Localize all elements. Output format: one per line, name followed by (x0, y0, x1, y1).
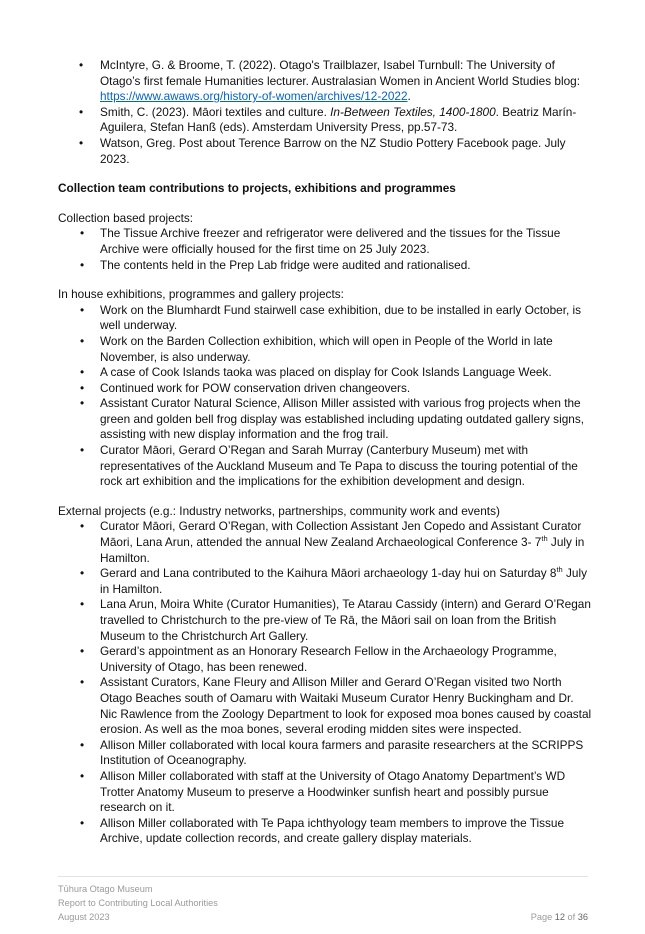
bullet-icon: • (80, 365, 85, 380)
footer-org: Tūhura Otago Museum (58, 884, 153, 894)
bullet-list (58, 226, 593, 273)
bullet-icon: • (80, 443, 85, 458)
text-run: Work on the Blumhardt Fund stairwell case exhibition, due to be installed in early October, is well underway. (100, 302, 582, 333)
list-item (58, 396, 593, 443)
text-run: Continued work for POW conservation driven changeovers. (100, 380, 411, 395)
text-run: Curator Māori, Gerard O’Regan and Sarah Murray (Canterbury Museum) met with representatives of the Auckland Museum and Te Papa to discuss the touring potential of the rock art exhibition and the implications for the exhibition development and design. (100, 443, 578, 489)
section-intro: External projects (e.g.: Industry networks, partnerships, community work and events) (58, 503, 500, 518)
list-item (58, 258, 593, 274)
text-run: Assistant Curator Natural Science, Allison Miller assisted with various frog projects when the green and golden bell frog display was established including updating outdated gallery signs, assisting with new display information and the frog trail. (100, 396, 585, 442)
bullet-icon: • (80, 226, 85, 241)
bullet-icon: • (80, 644, 85, 659)
list-item (58, 303, 593, 334)
bullet-icon: • (80, 302, 85, 317)
page-number (531, 910, 588, 924)
text-run: Watson, Greg. Post about Terence Barrow on the NZ Studio Pottery Facebook page. July 2023. (100, 135, 566, 166)
bullet-icon: • (79, 104, 84, 119)
bullet-icon: • (80, 597, 85, 612)
footer-date: August 2023 (58, 912, 110, 922)
page-prefix: Page (530, 912, 555, 922)
ordinal-suffix: th (556, 565, 563, 575)
bullet-icon: • (79, 135, 84, 150)
section-intro: Collection based projects: (58, 210, 194, 225)
list-item (58, 519, 593, 566)
text-run: . Beatriz Marín-Aguilera, Stefan Hanß (eds). Amsterdam University Press, pp.57-73. (100, 104, 577, 135)
text-run: . (407, 89, 411, 104)
list-item (58, 769, 593, 816)
bullet-icon: • (80, 566, 85, 581)
reference-item (58, 58, 593, 105)
footer-report: Report to Contributing Local Authorities (58, 898, 218, 908)
page-footer (58, 876, 588, 924)
text-run: July in Hamilton. (100, 566, 587, 596)
ordinal-suffix: th (541, 534, 548, 544)
page-current: 12 (554, 912, 565, 922)
sections (58, 211, 593, 847)
bullet-icon: • (80, 519, 85, 534)
page-total: 36 (577, 912, 588, 922)
text-run: Lana Arun, Moira White (Curator Humanities), Te Atarau Cassidy (intern) and Gerard O’Regan travelled to Christchurch to the pre-view of Te Rā, the Māori sail on loan from the British Museum to the Christchurch Art Gallery. (100, 597, 591, 643)
list-item (58, 365, 593, 381)
reference-list (58, 58, 593, 167)
bullet-icon: • (80, 815, 85, 830)
text-run: Gerard’s appointment as an Honorary Research Fellow in the Archaeology Programme, University of Otago, has been renewed. (100, 644, 557, 674)
bullet-icon: • (80, 675, 85, 690)
list-item (58, 443, 593, 490)
text-run: Allison Miller collaborated with local koura farmers and parasite researchers at the SCRIPPS Institution of Oceanography. (100, 737, 584, 768)
text-run: Assistant Curators, Kane Fleury and Allison Miller and Gerard O’Regan visited two North Otago Beaches south of Oamaru with Waitaki Museum Curator Henry Buckingham and Dr. Nic Rawlence from the Zoology Department to look for exposed moa bones caused by coastal erosion. As well as the moa bones, several eroding midden sites were inspected. (100, 675, 592, 737)
text-run: Gerard and Lana contributed to the Kaihura Māori archaeology 1-day hui on Saturday 8 (100, 566, 557, 581)
section-intro: In house exhibitions, programmes and gallery projects: (58, 287, 344, 302)
italic-title: In-Between Textiles, 1400-1800 (330, 104, 496, 119)
list-item (58, 816, 593, 847)
list-item (58, 675, 593, 737)
bullet-icon: • (80, 768, 85, 783)
list-item (58, 738, 593, 769)
bullet-icon: • (80, 333, 85, 348)
list-item (58, 597, 593, 644)
text-run: July in Hamilton. (100, 535, 585, 565)
list-item (58, 381, 593, 397)
bullet-icon: • (80, 396, 85, 411)
text-run: Curator Māori, Gerard O’Regan, with Collection Assistant Jen Copedo and Assistant Curator Māori, Lana Arun, attended the annual New Zealand Archaeological Conference 3- 7 (100, 519, 582, 550)
text-run: The contents held in the Prep Lab fridge were audited and rationalised. (100, 257, 471, 272)
page-of: of (564, 912, 578, 922)
bullet-icon: • (80, 737, 85, 752)
page-content (58, 58, 593, 847)
bullet-icon: • (80, 257, 85, 272)
section-heading: Collection team contributions to projects, exhibitions and programmes (58, 181, 456, 196)
bullet-list (58, 519, 593, 846)
list-item (58, 334, 593, 365)
text-run: McIntyre, G. & Broome, T. (2022). Otago's Trailblazer, Isabel Turnbull: The University of Otago’s first female Humanities lecturer. Australasian Women in Ancient World Studies blog: (100, 58, 580, 88)
text-run: Allison Miller collaborated with Te Papa ichthyology team members to improve the Tissue Archive, update collection records, and create gallery display materials. (100, 815, 565, 846)
reference-link[interactable]: https://www.awaws.org/history-of-women/archives/12-2022 (100, 89, 408, 104)
reference-item (58, 105, 593, 136)
text-run: The Tissue Archive freezer and refrigerator were delivered and the tissues for the Tissue Archive were officially housed for the first time on 25 July 2023. (100, 226, 561, 256)
text-run: Allison Miller collaborated with staff at the University of Otago Anatomy Department’s WD Trotter Anatomy Museum to preserve a Hoodwinker sunfish heart and possibly pursue research on it. (100, 768, 566, 815)
list-item (58, 226, 593, 257)
text-run: A case of Cook Islands taoka was placed on display for Cook Islands Language Week. (100, 365, 552, 380)
list-item (58, 566, 593, 597)
text-run: Work on the Barden Collection exhibition, which will open in People of the World in late November, is also underway. (100, 333, 553, 364)
list-item (58, 644, 593, 675)
reference-item (58, 136, 593, 167)
text-run: Smith, C. (2023). Māori textiles and culture. (100, 104, 331, 119)
bullet-icon: • (80, 380, 85, 395)
bullet-icon: • (79, 58, 84, 72)
bullet-list (58, 303, 593, 490)
